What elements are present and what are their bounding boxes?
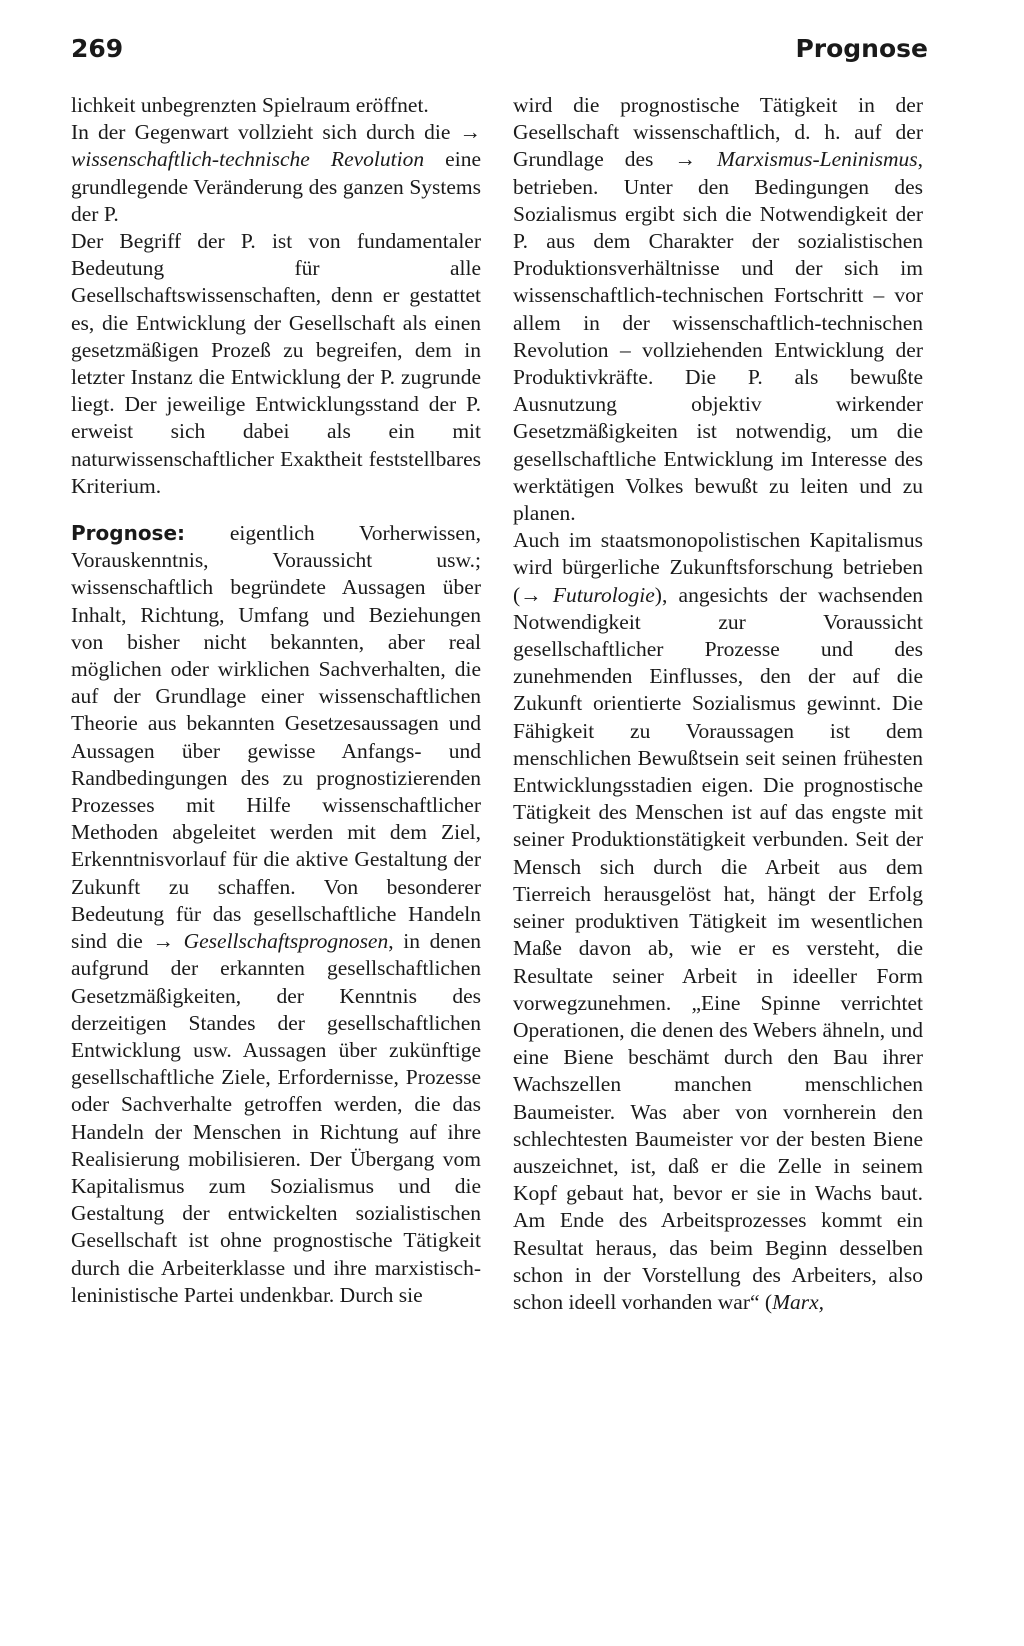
page-number: 269 bbox=[71, 34, 124, 63]
dictionary-entry bbox=[71, 520, 481, 1309]
page-header bbox=[71, 34, 928, 74]
paragraph-text: eine grundlegende Veränderung des ganzen Systems der P. bbox=[71, 147, 481, 226]
cross-reference: Futurologie bbox=[541, 582, 655, 607]
entry-term: Prognose: bbox=[71, 521, 186, 546]
running-head: Prognose bbox=[795, 34, 928, 63]
paragraph bbox=[71, 119, 481, 228]
paragraph-text: , betrieben. Unter den Bedingungen des Sozialismus ergibt sich die Notwendigkeit der P. aus dem Charakter der sozialistischen Produktionsverhältnisse und der sich im wissenschaftlich-technischen Fortschritt – vor allem in der wissenschaftlich-technischen Revolution – vollziehenden Entwicklung der Produktivkräfte. Die P. als bewußte Ausnutzung objektiv wirkender Gesetzmäßigkeiten ist notwendig, um die gesellschaftliche Entwicklung im Interesse des werktätigen Volkes bewußt zu leiten und zu planen. bbox=[513, 147, 923, 526]
cross-reference: Gesellschaftsprognosen bbox=[173, 929, 389, 954]
cross-reference-arrow-icon: → bbox=[152, 929, 174, 954]
paragraph bbox=[513, 92, 923, 527]
paragraph-text: Auch im staatsmonopolistischen Kapitalismus wird bürgerliche Zukunftsforschung betrieben ( bbox=[513, 528, 923, 607]
paragraph-text: , in denen aufgrund der erkannten gesellschaftlichen Gesetzmäßigkeiten, der Kenntnis des derzeitigen Standes der gesellschaftlichen Entwicklung usw. Aussagen über zukünftige gesellschaftliche Ziele, Erfordernisse, Prozesse oder Sachverhalte getroffen werden, die das Handeln der Menschen in Richtung auf ihre Realisierung mobilisieren. Der Übergang vom Kapitalismus zum Sozialismus und die Gestaltung der entwickelten sozialistischen Gesellschaft ist ohne prognostische Tätigkeit durch die Arbeiterklasse und ihre marxistisch-leninistische Partei undenkbar. Durch sie bbox=[71, 929, 481, 1307]
cross-reference: wissenschaftlich-technische Revolution bbox=[71, 147, 425, 172]
citation-author: Marx, bbox=[772, 1289, 825, 1314]
cross-reference-arrow-icon: → bbox=[674, 147, 696, 172]
cross-reference-arrow-icon: → bbox=[520, 582, 542, 607]
cross-reference: Marxismus-Leninismus bbox=[695, 147, 918, 172]
paragraph-text: ), angesichts der wachsenden Notwendigkeit zur Voraussicht gesellschaftlicher Prozesse und des zunehmenden Einflusses, den der auf die Zukunft orientierte Sozialismus gewinnt. Die Fähigkeit zu Voraussagen ist dem menschlichen Bewußtsein seit seinen frühesten Entwicklungsstadien eigen. Die prognostische Tätigkeit des Menschen ist auf das engste mit seiner Produktionstätigkeit verbunden. Seit der Mensch sich durch die Arbeit aus dem Tierreich herausgelöst hat, hängt der Erfolg seiner produktiven Tätigkeit im wesentlichen Maße davon ab, wie er es versteht, die Resultate seiner Arbeit in ideeller Form vorwegzunehmen. „Eine Spinne verrichtet Operationen, die denen des Webers ähneln, und eine Biene beschämt durch den Bau ihrer Wachszellen manchen menschlichen Baumeister. Was aber von vornherein den schlechtesten Baumeister vor der besten Biene auszeichnet, ist, daß er die Zelle in seinem Kopf gebaut hat, bevor er sie in Wachs baut. Am Ende des Arbeitsprozesses kommt ein Resultat heraus, das beim Beginn desselben schon in der Vorstellung des Arbeiters, also schon ideell vorhanden war“ ( bbox=[513, 582, 923, 1314]
paragraph-text: Der Begriff der P. ist von fundamentaler Bedeutung für alle Gesellschaftswissenschaften, denn er gestattet es, die Entwicklung der Gesellschaft als einen gesetzmäßigen Prozeß zu begreifen, dem in letzter Instanz die Entwicklung der P. zugrunde liegt. Der jeweilige Entwicklungsstand der P. erweist sich dabei als ein mit naturwissenschaftlicher Exaktheit feststellbares Kriterium. bbox=[71, 229, 481, 498]
paragraph bbox=[71, 228, 481, 500]
paragraph-text: wird die prognostische Tätigkeit in der Gesellschaft wissenschaftlich, d. h. auf der Grundlage des bbox=[513, 93, 923, 172]
paragraph-text: eigentlich Vorherwissen, Vorauskenntnis, Voraussicht usw.; wissenschaftlich begründete Aussagen über Inhalt, Richtung, Umfang und Beziehungen von bisher nicht bekannten, aber real möglichen oder wirklichen Sachverhalten, die auf der Grundlage einer wissenschaftlichen Theorie aus bekannten Gesetzesaussagen und Aussagen über gewisse Anfangs- und Randbedingungen des zu prognostizierenden Prozesses mit Hilfe wissenschaftlicher Methoden abgeleitet werden mit dem Ziel, Erkenntnisvorlauf für die aktive Gestaltung der Zukunft zu schaffen. Von besonderer Bedeutung für das gesellschaftliche Handeln sind die bbox=[71, 521, 481, 954]
right-column bbox=[513, 92, 923, 1316]
paragraph bbox=[71, 92, 481, 119]
paragraph bbox=[513, 527, 923, 1316]
left-column bbox=[71, 92, 481, 1309]
cross-reference-arrow-icon: → bbox=[459, 120, 481, 145]
paragraph-text: In der Gegenwart vollzieht sich durch die bbox=[71, 120, 460, 145]
paragraph-text: lichkeit unbegrenzten Spielraum eröffnet. bbox=[71, 93, 429, 117]
